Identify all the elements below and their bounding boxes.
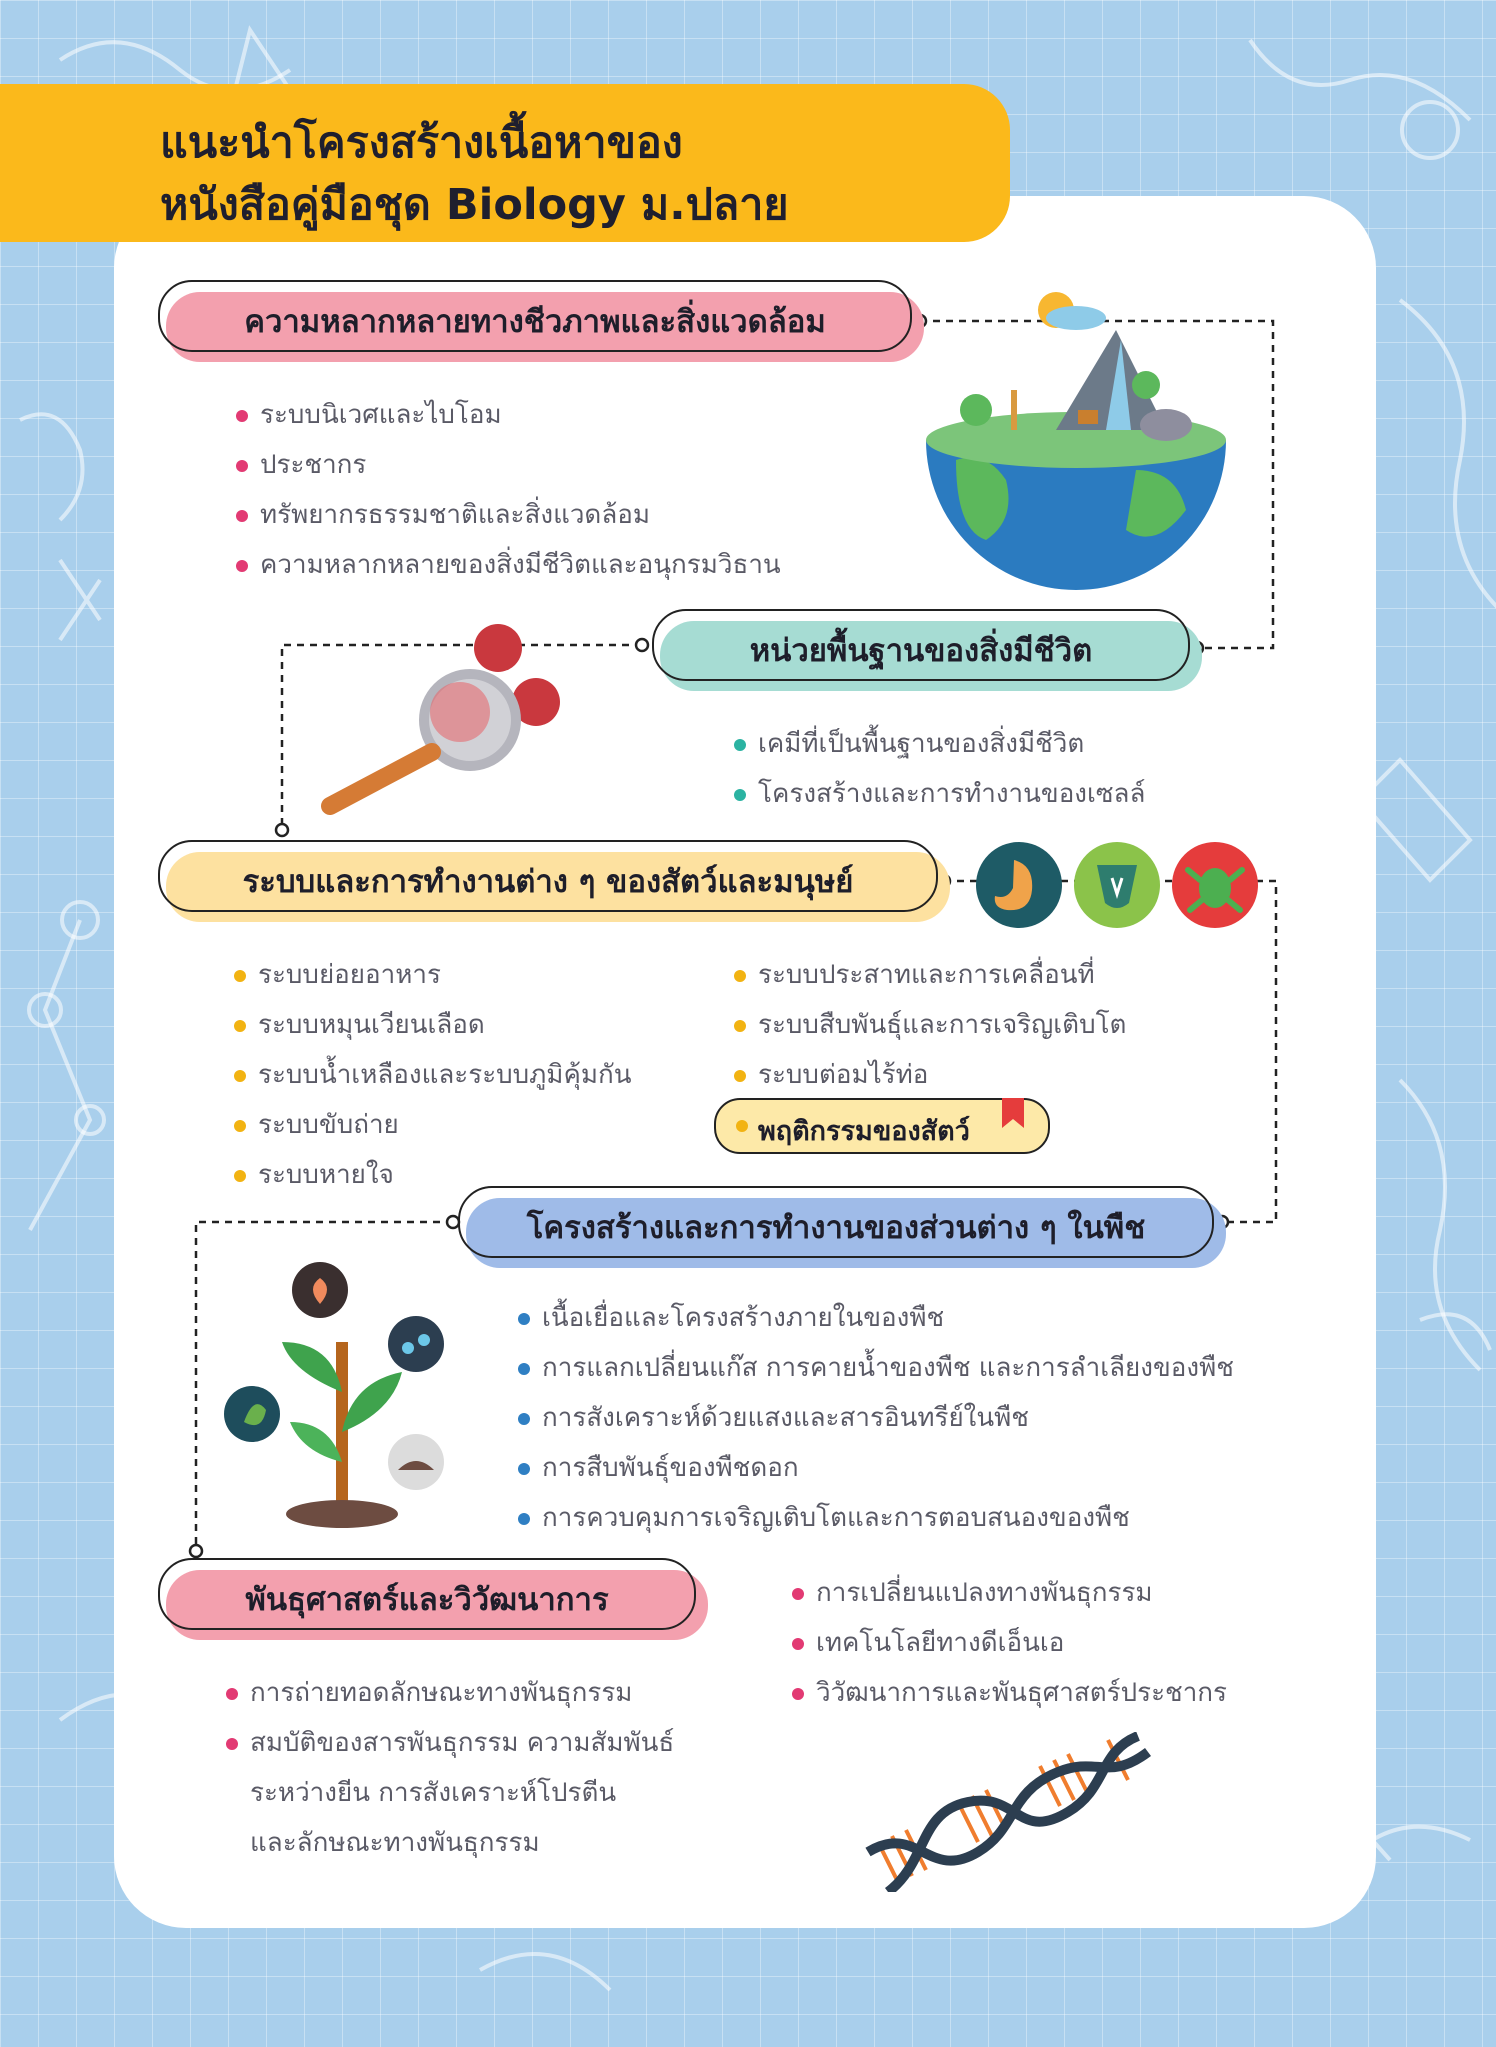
plant-icon: [220, 1262, 450, 1532]
animal-systems-list-left: [234, 950, 632, 1200]
list-item: การเปลี่ยนแปลงทางพันธุกรรม: [792, 1568, 1227, 1618]
list-item: เคมีที่เป็นพื้นฐานของสิ่งมีชีวิต: [734, 719, 1145, 769]
list-item: การควบคุมการเจริญเติบโตและการตอบสนองของพืช: [518, 1493, 1234, 1543]
section-heading-genetics-evolution: พันธุศาสตร์และวิวัฒนาการ: [158, 1558, 696, 1630]
genetics-topic-list-right: [792, 1568, 1227, 1718]
list-item: การสังเคราะห์ด้วยแสงและสารอินทรีย์ในพืช: [518, 1393, 1234, 1443]
earth-ecosystem-icon: [916, 280, 1236, 600]
list-item: เนื้อเยื่อและโครงสร้างภายในของพืช: [518, 1293, 1234, 1343]
list-item: ระบบน้ำเหลืองและระบบภูมิคุ้มกัน: [234, 1050, 632, 1100]
animal-systems-list-right: [734, 950, 1126, 1100]
list-item: ระบบย่อยอาหาร: [234, 950, 632, 1000]
list-item: เทคโนโลยีทางดีเอ็นเอ: [792, 1618, 1227, 1668]
list-item: ระบบประสาทและการเคลื่อนที่: [734, 950, 1126, 1000]
plant-topic-list: [518, 1293, 1234, 1543]
page-title-line-1: แนะนำโครงสร้างเนื้อหาของ: [160, 118, 683, 168]
list-item: วิวัฒนาการและพันธุศาสตร์ประชากร: [792, 1668, 1227, 1718]
list-item: ประชากร: [236, 440, 781, 490]
stomach-icon: [974, 840, 1064, 930]
dna-icon: [858, 1732, 1158, 1892]
list-item: โครงสร้างและการทำงานของเซลล์: [734, 769, 1145, 819]
list-item: ทรัพยากรธรรมชาติและสิ่งแวดล้อม: [236, 490, 781, 540]
section-heading-plant-structure: โครงสร้างและการทำงานของส่วนต่าง ๆ ในพืช: [458, 1186, 1214, 1258]
list-item: ระบบต่อมไร้ท่อ: [734, 1050, 1126, 1100]
list-item-continuation: ระหว่างยีน การสังเคราะห์โปรตีน: [250, 1778, 617, 1808]
animal-behavior-highlight: พฤติกรรมของสัตว์: [714, 1098, 1050, 1154]
section-heading-animal-human-systems: ระบบและการทำงานต่าง ๆ ของสัตว์และมนุษย์: [158, 840, 938, 912]
genetics-topic-list-left: [226, 1668, 674, 1868]
basic-unit-topic-list: [734, 719, 1145, 819]
list-item: ระบบขับถ่าย: [234, 1100, 632, 1150]
lungs-icon: [1072, 840, 1162, 930]
list-item-continuation: และลักษณะทางพันธุกรรม: [250, 1828, 540, 1858]
biodiversity-topic-list: [236, 390, 781, 590]
list-item: ระบบนิเวศและไบโอม: [236, 390, 781, 440]
section-heading-basic-unit-of-life: หน่วยพื้นฐานของสิ่งมีชีวิต: [652, 609, 1190, 681]
list-item: ระบบหายใจ: [234, 1150, 632, 1200]
list-item: การถ่ายทอดลักษณะทางพันธุกรรม: [226, 1668, 674, 1718]
list-item: ความหลากหลายของสิ่งมีชีวิตและอนุกรมวิธาน: [236, 540, 781, 590]
page-title-line-2: หนังสือคู่มือชุด Biology ม.ปลาย: [160, 180, 789, 230]
list-item: ระบบหมุนเวียนเลือด: [234, 1000, 632, 1050]
section-heading-biodiversity: ความหลากหลายทางชีวภาพและสิ่งแวดล้อม: [158, 280, 912, 352]
magnifier-cells-icon: [310, 620, 570, 820]
list-item: การสืบพันธุ์ของพืชดอก: [518, 1443, 1234, 1493]
frog-icon: [1170, 840, 1260, 930]
list-item: สมบัติของสารพันธุกรรม ความสัมพันธ์: [226, 1718, 674, 1768]
list-item: การแลกเปลี่ยนแก๊ส การคายน้ำของพืช และการลำเลียงของพืช: [518, 1343, 1234, 1393]
list-item: ระบบสืบพันธุ์และการเจริญเติบโต: [734, 1000, 1126, 1050]
bookmark-icon: [1000, 1096, 1026, 1130]
